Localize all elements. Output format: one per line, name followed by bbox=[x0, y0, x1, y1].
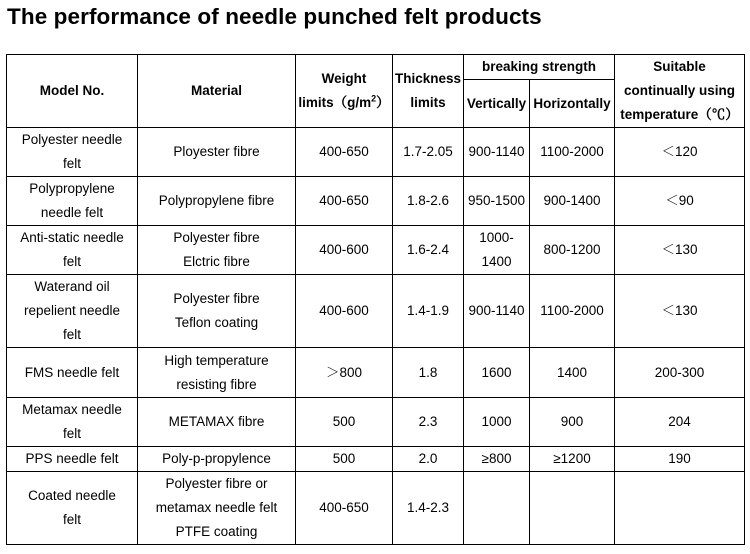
cell-vertically bbox=[464, 348, 530, 398]
cell-material bbox=[138, 226, 296, 275]
cell-horizontally-line: 800-1200 bbox=[543, 242, 601, 257]
cell-model-line: felt bbox=[62, 512, 81, 527]
cell-material-line: PTFE coating bbox=[175, 524, 258, 539]
cell-horizontally bbox=[530, 472, 615, 545]
table-row bbox=[7, 226, 745, 275]
cell-weight-line: 400-650 bbox=[319, 144, 369, 159]
cell-weight-line: 400-600 bbox=[319, 242, 369, 257]
header-thickness-line1: Thickness bbox=[394, 71, 462, 86]
cell-weight bbox=[296, 177, 393, 226]
header-horizontally: Horizontally bbox=[530, 80, 615, 128]
cell-thickness bbox=[393, 447, 464, 472]
cell-weight-line: 500 bbox=[332, 414, 356, 429]
header-vertically: Vertically bbox=[464, 80, 530, 128]
cell-material bbox=[138, 472, 296, 545]
cell-horizontally bbox=[530, 275, 615, 348]
cell-model-line: Anti-static needle bbox=[20, 230, 124, 245]
header-material: Material bbox=[138, 55, 296, 128]
cell-temperature bbox=[615, 275, 745, 348]
cell-material bbox=[138, 348, 296, 398]
cell-vertically bbox=[464, 275, 530, 348]
cell-horizontally-line: 900-1400 bbox=[543, 193, 601, 208]
cell-weight bbox=[296, 348, 393, 398]
cell-weight-line: 400-650 bbox=[319, 193, 369, 208]
cell-vertically-line: 900-1140 bbox=[468, 144, 525, 159]
cell-horizontally-line: ≥1200 bbox=[553, 451, 591, 466]
header-model: Model No. bbox=[7, 55, 138, 128]
cell-material-line: Teflon coating bbox=[174, 315, 259, 330]
cell-vertically-line: ≥800 bbox=[481, 451, 512, 466]
cell-model-line: PPS needle felt bbox=[25, 451, 119, 466]
header-thickness bbox=[393, 55, 464, 128]
cell-vertically-line: 1000 bbox=[481, 414, 512, 429]
table-row bbox=[7, 177, 745, 226]
table-row bbox=[7, 128, 745, 177]
cell-thickness-line: 2.0 bbox=[418, 451, 438, 466]
cell-material bbox=[138, 275, 296, 348]
cell-weight-line: 400-650 bbox=[319, 500, 369, 515]
cell-model bbox=[7, 226, 138, 275]
cell-vertically bbox=[464, 398, 530, 447]
cell-material bbox=[138, 398, 296, 447]
cell-weight-line: ＞800 bbox=[325, 364, 363, 380]
cell-temperature-line: 200-300 bbox=[654, 364, 705, 380]
cell-vertically-line: 1600 bbox=[481, 364, 512, 380]
cell-model-line: felt bbox=[62, 156, 81, 171]
cell-model-line: repelient needle bbox=[23, 303, 121, 318]
cell-weight-line: 500 bbox=[332, 451, 356, 466]
table-row bbox=[7, 348, 745, 398]
cell-weight bbox=[296, 226, 393, 275]
cell-temperature-line: 190 bbox=[668, 451, 691, 466]
cell-material-line: METAMAX fibre bbox=[168, 414, 265, 429]
header-temp-line3: temperature（℃） bbox=[620, 107, 739, 122]
header-weight-line1: Weight bbox=[321, 71, 367, 86]
cell-vertically bbox=[464, 447, 530, 472]
cell-thickness bbox=[393, 226, 464, 275]
cell-thickness-line: 1.4-1.9 bbox=[406, 303, 450, 318]
table-row bbox=[7, 472, 745, 545]
cell-vertically-line: 1000- bbox=[479, 230, 514, 245]
cell-material-line: Ployester fibre bbox=[173, 144, 260, 159]
cell-model-line: felt bbox=[62, 254, 81, 269]
cell-model-line: Polyester needle bbox=[21, 132, 123, 147]
cell-weight bbox=[296, 128, 393, 177]
cell-vertically-line: 1400 bbox=[481, 254, 512, 269]
cell-vertically bbox=[464, 226, 530, 275]
cell-thickness-line: 1.6-2.4 bbox=[406, 242, 450, 257]
cell-thickness bbox=[393, 128, 464, 177]
cell-vertically bbox=[464, 177, 530, 226]
cell-temperature-line: ＜130 bbox=[661, 242, 698, 257]
cell-temperature bbox=[615, 447, 745, 472]
cell-model-line: Coated needle bbox=[28, 488, 116, 503]
cell-material bbox=[138, 177, 296, 226]
cell-temperature-line: ＜90 bbox=[665, 193, 694, 208]
cell-material-line: Polyester fibre or bbox=[165, 476, 268, 491]
cell-horizontally-line: 1400 bbox=[556, 364, 588, 380]
header-temp-line2: continually using bbox=[623, 83, 735, 98]
cell-material-line: Polypropylene fibre bbox=[158, 193, 275, 208]
header-thickness-line2: limits bbox=[410, 95, 446, 110]
cell-model-line: Metamax needle bbox=[22, 402, 122, 417]
cell-temperature bbox=[615, 398, 745, 447]
cell-weight bbox=[296, 398, 393, 447]
cell-model-line: needle felt bbox=[40, 205, 104, 220]
cell-vertically bbox=[464, 472, 530, 545]
cell-temperature bbox=[615, 348, 745, 398]
cell-material bbox=[138, 447, 296, 472]
cell-model bbox=[7, 177, 138, 226]
cell-temperature-line: 204 bbox=[668, 414, 691, 429]
cell-weight-line: 400-600 bbox=[319, 303, 369, 318]
header-weight-line2: $limits(g/m^2)$ bbox=[298, 93, 390, 110]
cell-thickness-line: 2.3 bbox=[418, 414, 438, 429]
cell-model bbox=[7, 447, 138, 472]
cell-model-line: FMS needle felt bbox=[24, 364, 120, 380]
cell-material-line: Polyester fibre bbox=[173, 230, 260, 245]
cell-material bbox=[138, 128, 296, 177]
cell-weight bbox=[296, 275, 393, 348]
cell-model-line: Polypropylene bbox=[29, 181, 115, 196]
cell-weight bbox=[296, 472, 393, 545]
cell-horizontally bbox=[530, 348, 615, 398]
cell-model bbox=[7, 128, 138, 177]
cell-model bbox=[7, 348, 138, 398]
cell-temperature bbox=[615, 226, 745, 275]
cell-model-line: felt bbox=[62, 327, 81, 342]
header-temperature bbox=[615, 55, 745, 128]
cell-temperature-line: ＜130 bbox=[661, 303, 698, 318]
cell-thickness-line: 1.4-2.3 bbox=[406, 500, 450, 515]
cell-vertically-line: 900-1140 bbox=[468, 303, 525, 318]
cell-material-line: metamax needle felt bbox=[155, 500, 278, 515]
cell-model bbox=[7, 398, 138, 447]
header-weight-sup: 2 bbox=[371, 93, 377, 104]
cell-model bbox=[7, 275, 138, 348]
cell-thickness-line: 1.7-2.05 bbox=[403, 144, 453, 159]
cell-material-line: Elctric fibre bbox=[183, 254, 250, 269]
cell-temperature bbox=[615, 128, 745, 177]
cell-horizontally bbox=[530, 226, 615, 275]
cell-vertically-line: 950-1500 bbox=[467, 193, 526, 208]
cell-thickness bbox=[393, 348, 464, 398]
cell-model-line: Waterand oil bbox=[34, 279, 110, 294]
table-row bbox=[7, 447, 745, 472]
table-row bbox=[7, 275, 745, 348]
cell-thickness bbox=[393, 398, 464, 447]
cell-horizontally-line: 900 bbox=[560, 414, 584, 429]
cell-temperature bbox=[615, 472, 745, 545]
cell-thickness bbox=[393, 177, 464, 226]
header-weight bbox=[296, 55, 393, 128]
cell-material-line: Polyester fibre bbox=[173, 291, 260, 306]
cell-thickness-line: 1.8-2.6 bbox=[406, 193, 450, 208]
cell-thickness bbox=[393, 472, 464, 545]
performance-table bbox=[6, 54, 745, 545]
cell-vertically bbox=[464, 128, 530, 177]
cell-material-line: Poly-p-propylence bbox=[162, 451, 271, 466]
cell-horizontally-line: 1100-2000 bbox=[540, 303, 604, 318]
header-breaking-strength: breaking strength bbox=[464, 55, 615, 80]
cell-material-line: High temperature bbox=[164, 352, 269, 368]
cell-horizontally bbox=[530, 447, 615, 472]
page-title: The performance of needle punched felt products bbox=[7, 4, 542, 29]
cell-material-line: resisting fibre bbox=[176, 376, 257, 392]
cell-model bbox=[7, 472, 138, 545]
cell-temperature-line: ＜120 bbox=[661, 144, 698, 159]
cell-thickness-line: 1.8 bbox=[418, 364, 438, 380]
table-row bbox=[7, 398, 745, 447]
cell-horizontally bbox=[530, 398, 615, 447]
header-temp-line1: Suitable bbox=[653, 59, 706, 74]
cell-weight bbox=[296, 447, 393, 472]
cell-horizontally bbox=[530, 128, 615, 177]
cell-model-line: felt bbox=[62, 426, 81, 441]
cell-horizontally bbox=[530, 177, 615, 226]
cell-temperature bbox=[615, 177, 745, 226]
cell-thickness bbox=[393, 275, 464, 348]
cell-horizontally-line: 1100-2000 bbox=[540, 144, 604, 159]
